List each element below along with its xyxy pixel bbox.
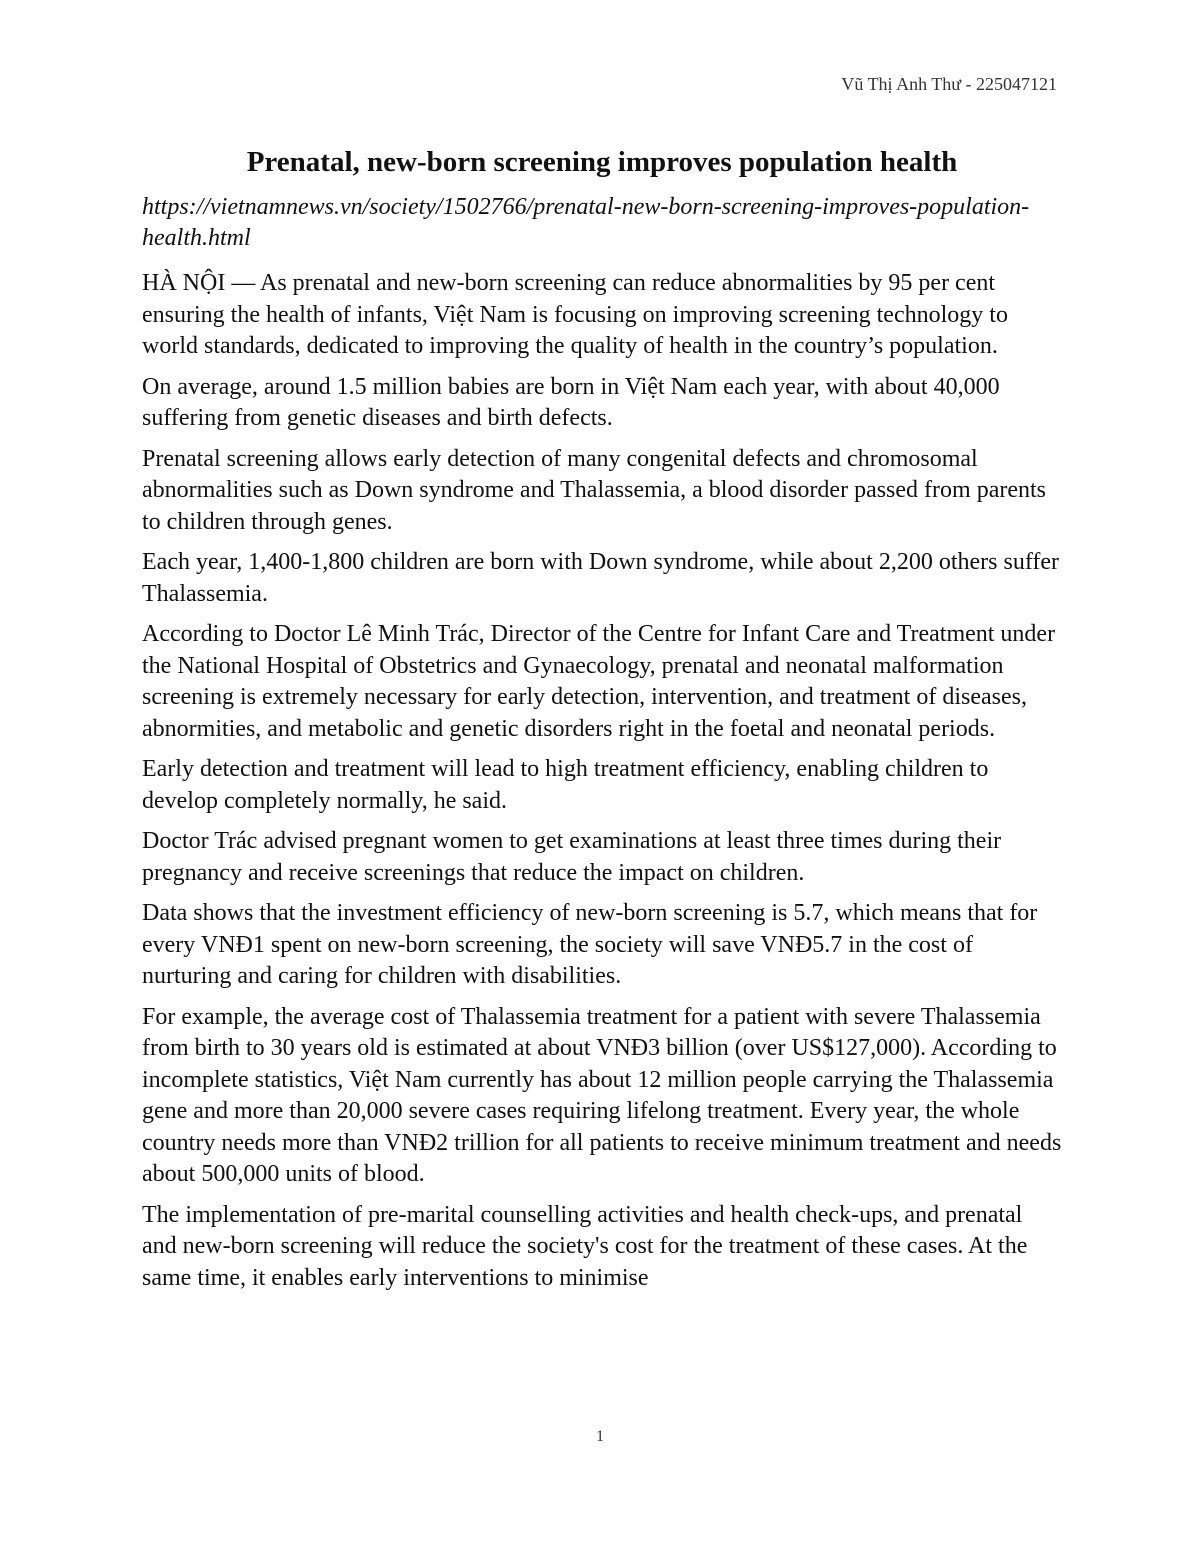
- paragraph: Early detection and treatment will lead to high treatment efficiency, enabling children to develop completely normally, he said.: [142, 756, 989, 814]
- paragraph: Doctor Trác advised pregnant women to get examinations at least three times during their pregnancy and receive screenings that reduce the impact on children.: [142, 828, 1002, 886]
- source-url: https://vietnamnews.vn/society/1502766/prenatal-new-born-screening-improves-population-health.html: [142, 194, 1030, 251]
- paragraph: Each year, 1,400-1,800 children are born with Down syndrome, while about 2,200 others suffer Thalassemia.: [142, 549, 1060, 607]
- paragraph: HÀ NỘI — As prenatal and new-born screening can reduce abnormalities by 95 per cent ensuring the health of infants, Việt Nam is focusing on improving screening technology to world standards, dedicated to improving the quality of health in the country’s population.: [142, 270, 1008, 359]
- article-title: Prenatal, new-born screening improves population health: [246, 146, 958, 178]
- paragraph: According to Doctor Lê Minh Trác, Director of the Centre for Infant Care and Treatment under the National Hospital of Obstetrics and Gynaecology, prenatal and neonatal malformation screening is extremely necessary for early detection, intervention, and treatment of diseases, abnormities, and metabolic and genetic disorders right in the foetal and neonatal periods.: [142, 621, 1056, 742]
- page-number: 1: [596, 1428, 604, 1445]
- paragraph: Prenatal screening allows early detection of many congenital defects and chromosomal abnormalities such as Down syndrome and Thalassemia, a blood disorder passed from parents to children through genes.: [142, 445, 1047, 535]
- article-body: [142, 142, 1062, 1303]
- paragraph: Data shows that the investment efficiency of new-born screening is 5.7, which means that for every VNĐ1 spent on new-born screening, the society will save VNĐ5.7 in the cost of nurturing and caring for children with disabilities.: [142, 900, 1038, 989]
- page-header-author: Vũ Thị Anh Thư - 225047121: [841, 74, 1057, 94]
- paragraph: The implementation of pre-marital counselling activities and health check-ups, and prenatal and new-born screening will reduce the society's cost for the treatment of these cases. At the same time, it enables early interventions to minimise: [142, 1201, 1028, 1291]
- paragraph: For example, the average cost of Thalassemia treatment for a patient with severe Thalassemia from birth to 30 years old is estimated at about VNĐ3 billion (over US$127,000). According to incomplete statistics, Việt Nam currently has about 12 million people carrying the Thalassemia gene and more than 20,000 severe cases requiring lifelong treatment. Every year, the whole country needs more than VNĐ2 trillion for all patients to receive minimum treatment and needs about 500,000 units of blood.: [142, 1003, 1062, 1187]
- paragraph: On average, around 1.5 million babies are born in Việt Nam each year, with about 40,000 suffering from genetic diseases and birth defects.: [142, 373, 1000, 431]
